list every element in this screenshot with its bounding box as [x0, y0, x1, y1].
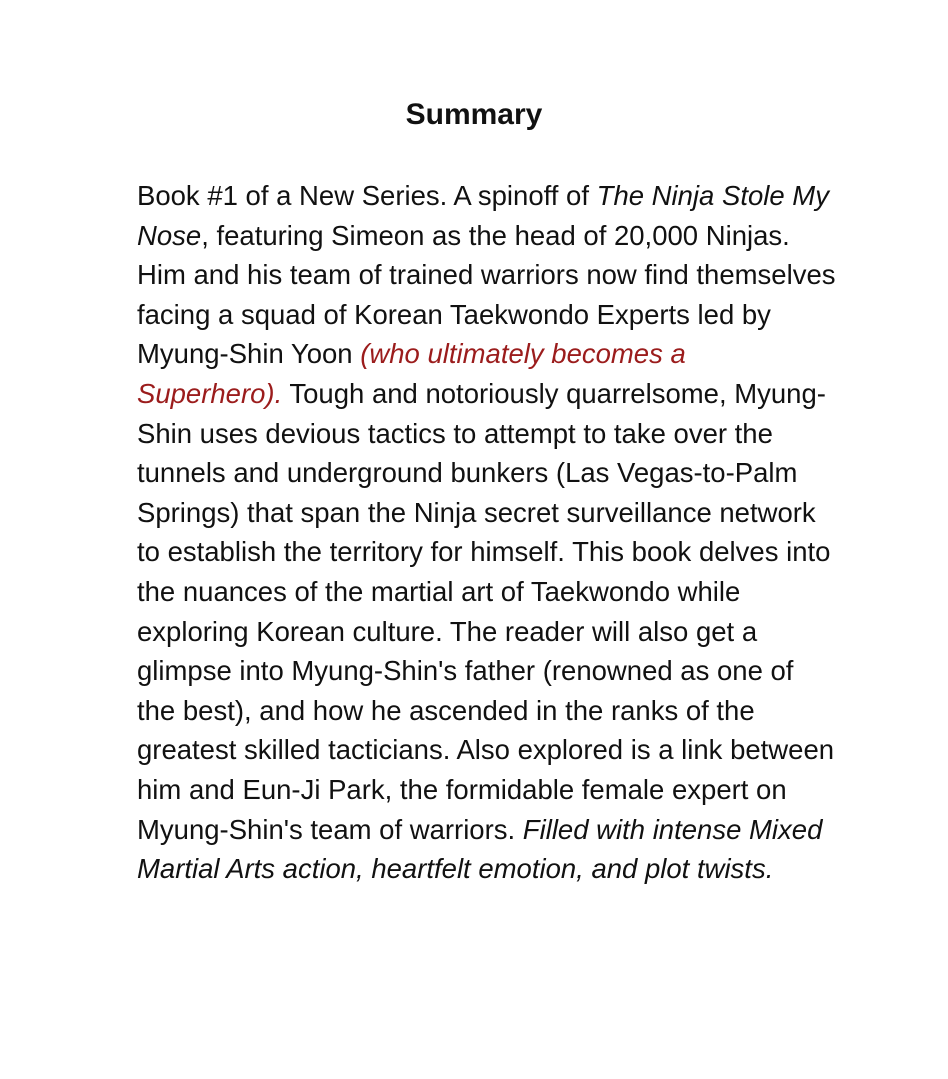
book-title-reference: The Ninja Stole My Nose	[137, 180, 829, 251]
summary-text-premise: , featuring Simeon as the head of 20,000 Ninjas. Him and his team of trained warriors now find themselves facing a squad of Korean Taekwondo Experts led by Myung-Shin Yoon	[137, 219, 836, 370]
summary-text-intro: Book #1 of a New Series. A spinoff of	[137, 180, 597, 211]
summary-text-body: Tough and notoriously quarrelsome, Myung-Shin uses devious tactics to attempt to take over the tunnels and underground bunkers (Las Vegas-to-Palm Springs) that span the Ninja secret surveillance network to establish the territory for himself. This book delves into the nuances of the martial art of Taekwondo while exploring Korean culture. The reader will also get a glimpse into Myung-Shin's father (renowned as one of the best), and how he ascended in the ranks of the greatest skilled tacticians. Also explored is a link between him and Eun-Ji Park, the formidable female expert on Myung-Shin's team of warriors.	[137, 377, 835, 845]
summary-closing-line: Filled with intense Mixed Martial Arts action, heartfelt emotion, and plot twists.	[137, 813, 823, 885]
superhero-note: (who ultimately becomes a Superhero).	[137, 338, 686, 409]
summary-paragraph	[137, 176, 837, 889]
page-title: Summary	[405, 98, 543, 131]
